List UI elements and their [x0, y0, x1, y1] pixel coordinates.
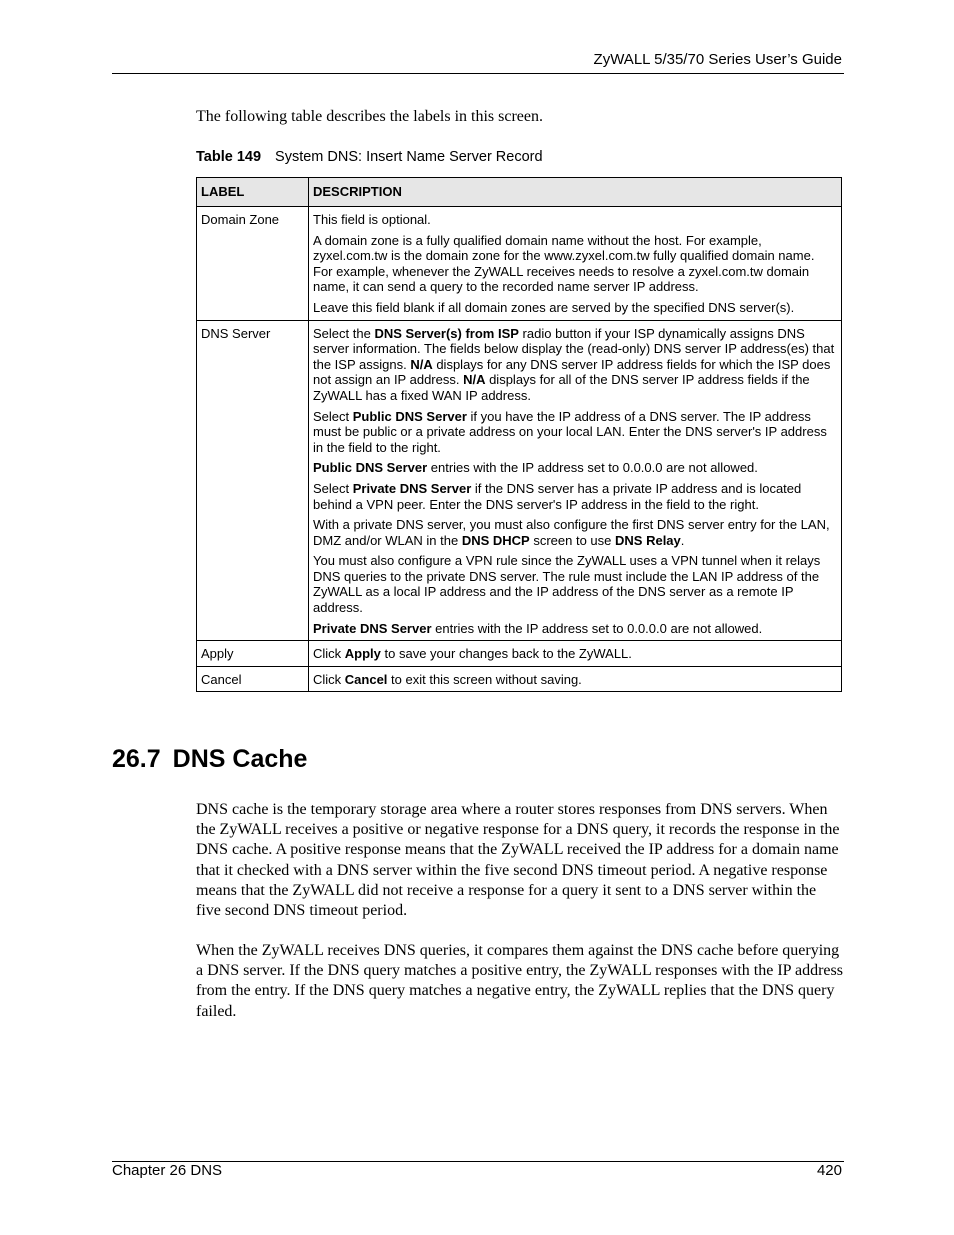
bold-term: N/A	[410, 356, 433, 372]
label-column-header: LABEL	[197, 178, 309, 207]
text-run: With a private DNS server, you must also configure the first DNS server entry for the LAN, DMZ and/or WLAN in the	[313, 517, 830, 548]
description-paragraph	[313, 646, 837, 662]
description-paragraph	[313, 517, 837, 548]
footer-page-number: 420	[816, 1162, 842, 1179]
text-run: Click	[313, 646, 345, 662]
body-paragraph: When the ZyWALL receives DNS queries, it compares them against the DNS cache before querying a DNS server. If the DNS query matches a positive entry, the ZyWALL responses with the IP address from the entry. If the DNS query matches a negative entry, the ZyWALL replies that the DNS query failed.	[196, 942, 843, 1020]
text-run: A domain zone is a fully qualified domain name without the host. For example, zyxel.com.tw is the domain zone for the www.zyxel.com.tw fully qualified domain name. For example, whenever the ZyWALL receives needs to resolve a zyxel.com.tw domain name, it can send a query to the recorded name server IP address.	[313, 232, 815, 295]
bold-term: DNS DHCP	[461, 532, 530, 548]
text-run: .	[680, 532, 685, 548]
table-row	[197, 320, 842, 641]
section-number: 26.7	[112, 745, 161, 773]
description-paragraph	[313, 212, 837, 228]
label-description-table	[196, 177, 842, 692]
bold-term: Cancel	[344, 671, 388, 687]
text-run: to save your changes back to the ZyWALL.	[380, 646, 632, 662]
text-run: radio button if your ISP dynamically assigns DNS server information. The fields below display the (read-only) DNS server IP address(es) that the ISP assigns.	[313, 325, 835, 372]
table-body	[197, 207, 842, 692]
table-row	[197, 207, 842, 321]
bold-term: Public DNS Server	[313, 460, 428, 476]
row-description	[309, 641, 842, 667]
description-paragraph	[313, 553, 837, 615]
text-run: if the DNS server has a private IP address and is located behind a VPN peer. Enter the DNS server's IP address in the field to the right.	[313, 480, 802, 512]
text-run: You must also configure a VPN rule since the ZyWALL uses a VPN tunnel when it relays DNS queries to the private DNS server. The rule must include the LAN IP address of the ZyWALL as a local IP address and the IP address of the DNS server as a remote IP address.	[313, 553, 821, 616]
row-label: Apply	[197, 641, 309, 667]
table-header-row	[197, 178, 842, 207]
description-paragraph	[313, 233, 837, 295]
description-paragraph	[313, 460, 837, 476]
description-paragraph	[313, 672, 837, 688]
text-run: Click	[313, 671, 345, 687]
table-row	[197, 666, 842, 692]
running-header-title: ZyWALL 5/35/70 Series User’s Guide	[593, 51, 842, 68]
text-run: entries with the IP address set to 0.0.0.0 are not allowed.	[427, 460, 758, 476]
bold-term: DNS Server(s) from ISP	[374, 325, 519, 341]
row-label: Domain Zone	[197, 207, 309, 321]
section-heading	[112, 745, 307, 774]
row-label: Cancel	[197, 666, 309, 692]
text-run: This field is optional.	[313, 212, 431, 227]
table-caption	[196, 149, 543, 165]
description-paragraph	[313, 409, 837, 456]
bold-term: Private DNS Server	[313, 620, 432, 636]
table-row	[197, 641, 842, 667]
section-title: DNS Cache	[172, 745, 308, 773]
bold-term: Apply	[344, 646, 381, 662]
intro-text: The following table describes the labels in this screen.	[196, 108, 544, 125]
text-run: Leave this field blank if all domain zones are served by the specified DNS server(s).	[313, 299, 795, 315]
text-run: Select	[313, 408, 353, 424]
bold-term: DNS Relay	[615, 532, 681, 548]
table-caption-label: Table 149	[196, 149, 262, 165]
bold-term: N/A	[463, 372, 486, 388]
description-column-header: DESCRIPTION	[309, 178, 842, 207]
header-divider	[112, 73, 844, 74]
bold-term: Private DNS Server	[352, 480, 472, 496]
table-caption-text: System DNS: Insert Name Server Record	[275, 149, 543, 165]
text-run: if you have the IP address of a DNS server. The IP address must be public or a private address on your local LAN. Enter the DNS server's IP address in the field to the right.	[313, 408, 827, 455]
row-description	[309, 320, 842, 641]
row-label: DNS Server	[197, 320, 309, 641]
text-run: to exit this screen without saving.	[387, 671, 582, 687]
body-paragraph: DNS cache is the temporary storage area where a router stores responses from DNS servers. When the ZyWALL receives a positive or negative response for a DNS query, it records the response in the DNS cache. A positive response means that the ZyWALL received the IP address for a domain name that it checked with a DNS server within the five second DNS timeout period. A negative response means that the ZyWALL did not receive a response for a query it sent to a DNS server within the five second DNS timeout period.	[196, 801, 840, 920]
text-run: displays for all of the DNS server IP address fields if the ZyWALL has a fixed WAN IP address.	[313, 372, 810, 403]
row-description	[309, 666, 842, 692]
footer-chapter: Chapter 26 DNS	[112, 1162, 223, 1179]
description-paragraph	[313, 300, 837, 316]
text-run: displays for any DNS server IP address fields for which the ISP does not assign an IP address.	[313, 356, 831, 388]
text-run: Select the	[313, 325, 375, 341]
description-paragraph	[313, 326, 837, 404]
text-run: Select	[313, 480, 353, 496]
text-run: screen to use	[529, 532, 616, 548]
description-paragraph	[313, 621, 837, 637]
row-description	[309, 207, 842, 321]
bold-term: Public DNS Server	[352, 408, 467, 424]
description-paragraph	[313, 481, 837, 512]
text-run: entries with the IP address set to 0.0.0.0 are not allowed.	[431, 620, 763, 636]
